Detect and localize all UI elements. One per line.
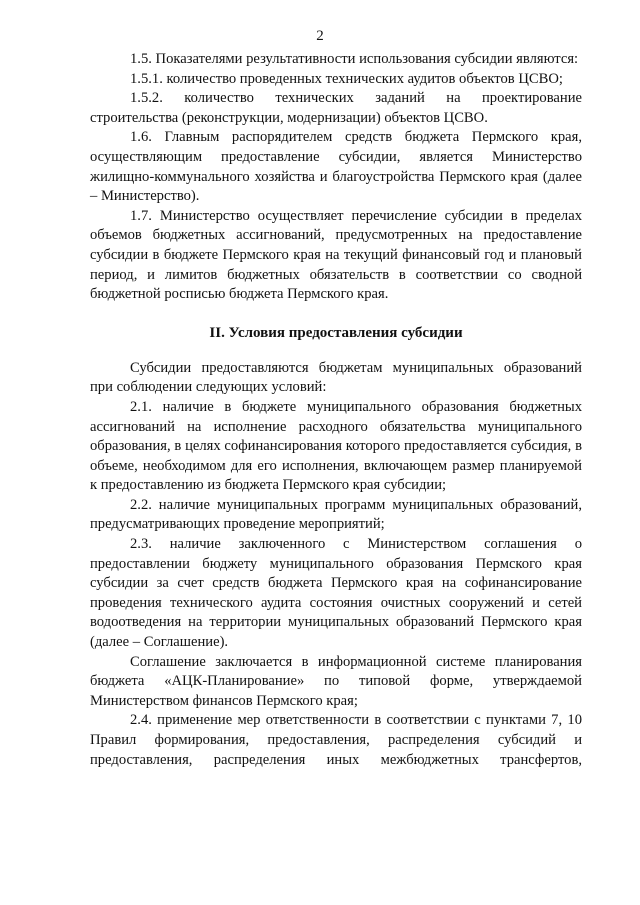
paragraph-1-5: 1.5. Показателями результативности использования субсидии являются: [130, 51, 579, 67]
paragraph-2-1: 2.1. наличие в бюджете муниципального образования бюджетных ассигнований на исполнение расходного обязательства муниципального образования, в целях софинансирования которого предоставляется субсидия, в объеме, необходимом для его исполнения, включающем размер планируемой к предоставлению из бюджета Пермского края субсидии; [90, 398, 582, 494]
paragraph-2-2: 2.2. наличие муниципальных программ муниципальных образований, предусматривающих проведение мероприятий; [90, 496, 582, 533]
section-heading: II. Условия предоставления субсидии [209, 324, 463, 341]
paragraph-1-6: 1.6. Главным распорядителем средств бюджета Пермского края, осуществляющим предоставление субсидии, является Министерство жилищно-коммунального хозяйства и благоустройства Пермского края (далее – Министерство). [90, 129, 582, 205]
paragraph-1-7: 1.7. Министерство осуществляет перечисление субсидии в пределах объемов бюджетных ассигнований, предусмотренных на предоставление субсидии в бюджете Пермского края на текущий финансовый год и плановый период, и лимитов бюджетных обязательств в соответствии со сводной бюджетной росписью бюджета Пермского края. [90, 207, 582, 303]
paragraph-2-4: 2.4. применение мер ответственности в соответствии с пунктами 7, 10 Правил формирования, предоставления, распределения субсидий и предоставления, распределения иных межбюджетных трансфертов, [90, 712, 582, 768]
paragraph-1-5-2: 1.5.2. количество технических заданий на проектирование строительства (реконструкции, модернизации) объектов ЦСВО. [90, 90, 582, 126]
page-number: 2 [316, 28, 324, 44]
document-body [90, 50, 582, 770]
paragraph-2-3: 2.3. наличие заключенного с Министерством соглашения о предоставлении бюджету муниципального образования Пермского края субсидии за счет средств бюджета Пермского края на софинансирование проведения технического аудита состояния очистных сооружений и сетей водоотведения на территории муниципальных образований Пермского края (далее – Соглашение). [90, 536, 582, 651]
paragraph-conditions-intro: Субсидии предоставляются бюджетам муниципальных образований при соблюдении следующих условий: [90, 359, 582, 396]
paragraph-agreement: Соглашение заключается в информационной системе планирования бюджета «АЦК-Планирование» по типовой форме, утверждаемой Министерством финансов Пермского края; [90, 653, 582, 709]
paragraph-1-5-1: 1.5.1. количество проведенных технических аудитов объектов ЦСВО; [130, 70, 563, 87]
